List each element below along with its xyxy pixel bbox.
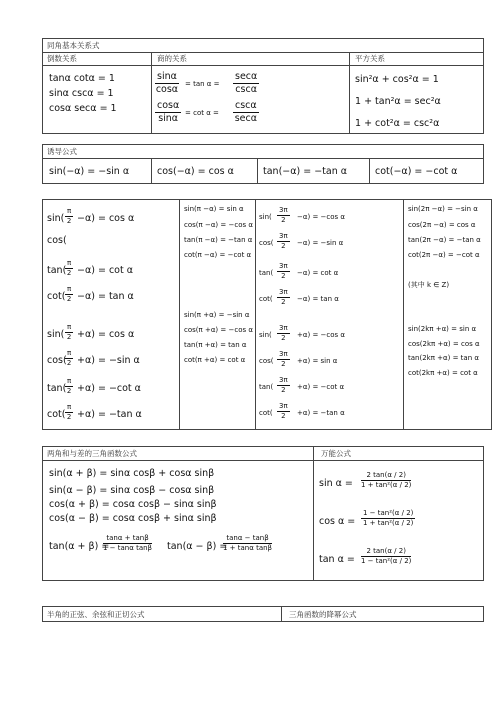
induction-formula-tail — [297, 358, 337, 365]
formula-result: ) = −tan α — [91, 409, 142, 420]
induction-formula: sin(2kπ +α) = sin α — [408, 325, 477, 333]
induction-formula — [259, 270, 273, 277]
function-name: cot( — [259, 409, 273, 417]
formula-result: ) = −sin α — [307, 239, 344, 247]
quotient-fraction — [233, 72, 259, 94]
fraction-numerator: 3π — [279, 262, 288, 270]
fraction-denominator: 2 — [281, 216, 286, 224]
induction-formula: cot(π −α) = −cot α — [184, 251, 252, 259]
sum-difference-formula: sin(α − β) = sinα cosβ − cosα sinβ — [49, 485, 215, 496]
reciprocal-identity: cosα secα = 1 — [49, 103, 117, 114]
induction-formula: cos(2π −α) = cos α — [408, 221, 476, 229]
quotient-fraction — [155, 72, 179, 94]
section-induction-grid — [42, 199, 492, 430]
induction-formula: tan(2π −α) = −tan α — [408, 236, 481, 244]
fraction-numerator: π — [67, 323, 72, 331]
negative-angle-formula: cos(−α) = cos α — [157, 166, 234, 177]
induction-formula — [259, 332, 272, 339]
angle-term: −α — [297, 213, 308, 221]
fraction-numerator: 3π — [279, 350, 288, 358]
divider — [43, 460, 483, 461]
induction-formula-tail — [297, 384, 344, 391]
pi-over-2 — [65, 208, 73, 225]
half-angle-title: 半角的正弦、余弦和正切公式 — [47, 610, 145, 619]
pi-over-2 — [65, 324, 73, 341]
fraction-denominator: 2 — [66, 333, 72, 341]
sum-difference-formula: cos(α − β) = cosα cosβ + sinα sinβ — [49, 513, 217, 524]
divider — [43, 65, 483, 66]
fraction-denominator: 2 — [281, 272, 286, 280]
induction-formula-tail — [297, 410, 345, 417]
induction-formula: tan(π −α) = −tan α — [184, 236, 253, 244]
three-pi-over-2 — [277, 263, 290, 280]
fraction-numerator: π — [67, 285, 72, 293]
induction-formula-tail — [77, 266, 133, 276]
fraction-denominator: 2 — [66, 413, 72, 421]
induction-formula-tail — [77, 214, 134, 224]
formula-result: ) = −cot α — [91, 383, 141, 394]
fraction-denominator: 1 + tan²(α / 2) — [363, 519, 414, 527]
pi-over-2 — [65, 378, 73, 395]
universal-lhs: tan α = — [319, 554, 355, 565]
universal-fraction — [361, 472, 411, 489]
angle-term: +α — [77, 329, 92, 340]
induction-formula-tail — [77, 384, 141, 394]
angle-term: +α — [297, 409, 308, 417]
divider — [403, 200, 404, 429]
section-identities — [42, 38, 484, 134]
universal-lhs: cos α = — [319, 516, 356, 527]
fraction-denominator: 2 — [66, 295, 72, 303]
fraction-numerator: 2 tan(α / 2) — [361, 548, 411, 557]
formula-result: ) = −cos α — [307, 213, 346, 221]
fraction-numerator: cosα — [157, 100, 180, 111]
square-identity: 1 + cot²α = csc²α — [355, 118, 440, 129]
quotient-middle: = tan α = — [185, 80, 220, 88]
divider — [369, 158, 370, 183]
sum-difference-formula: sin(α + β) = sinα cosβ + cosα sinβ — [49, 468, 215, 479]
induction-formula-tail — [297, 270, 338, 277]
fraction-numerator: 3π — [279, 288, 288, 296]
square-identity: sin²α + cos²α = 1 — [355, 74, 439, 85]
induction-formula: sin(π −α) = sin α — [184, 205, 244, 213]
section-identities-title: 同角基本关系式 — [47, 41, 100, 50]
induction-formula: cot(2π −α) = −cot α — [408, 251, 480, 259]
function-name: tan( — [259, 269, 274, 277]
fraction-denominator: 2 — [281, 334, 286, 342]
function-name: cos( — [47, 355, 67, 366]
fraction-numerator: tanα + tanβ — [103, 535, 152, 544]
negative-angle-formula: tan(−α) = −tan α — [263, 166, 348, 177]
induction-formula: cos(π +α) = −cos α — [184, 326, 253, 334]
header-reciprocal: 倒数关系 — [47, 54, 77, 63]
tan-sum-fraction — [103, 535, 152, 552]
universal-lhs: sin α = — [319, 478, 353, 489]
three-pi-over-2 — [277, 289, 290, 306]
section-sum-difference — [42, 446, 484, 581]
tan-difference-lhs: tan(α − β) = — [167, 541, 228, 552]
induction-formula — [47, 384, 66, 394]
divider — [313, 447, 314, 580]
function-name: cos( — [259, 357, 274, 365]
function-name: cos( — [259, 239, 274, 247]
angle-term: +α — [297, 383, 308, 391]
three-pi-over-2 — [277, 207, 290, 224]
induction-formula: tan(2kπ +α) = tan α — [408, 354, 479, 362]
fraction-denominator: 1 − tan²(α / 2) — [361, 557, 412, 565]
header-quotient: 商的关系 — [157, 54, 187, 63]
fraction-numerator: 3π — [279, 206, 288, 214]
angle-term: −α — [77, 291, 92, 302]
fraction-denominator: 2 — [66, 387, 72, 395]
induction-formula — [259, 410, 273, 417]
fraction-denominator: secα — [234, 112, 257, 124]
induction-formula: cos(2kπ +α) = cos α — [408, 340, 480, 348]
induction-formula-tail — [297, 332, 345, 339]
universal-fraction — [361, 548, 411, 565]
induction-formula: cot(2kπ +α) = cot α — [408, 369, 478, 377]
induction-formula-tail — [77, 330, 134, 340]
formula-result: ) = −sin α — [91, 355, 140, 366]
fraction-denominator: 2 — [66, 217, 72, 225]
negative-angle-formula: sin(−α) = −sin α — [49, 166, 130, 177]
fraction-denominator: 2 — [281, 412, 286, 420]
pi-over-2 — [65, 286, 73, 303]
induction-formula: cot(π +α) = cot α — [184, 356, 246, 364]
reciprocal-identity: tanα cotα = 1 — [49, 73, 115, 84]
angle-term: −α — [297, 239, 308, 247]
formula-result: ) = tan α — [91, 291, 134, 302]
tan-difference-fraction — [223, 535, 272, 552]
induction-formula: cos(π −α) = −cos α — [184, 221, 253, 229]
negative-angle-formula: cot(−α) = −cot α — [375, 166, 458, 177]
induction-formula — [47, 410, 65, 420]
induction-formula-tail — [297, 296, 339, 303]
induction-formula-tail — [297, 214, 345, 221]
three-pi-over-2 — [277, 377, 290, 394]
fraction-numerator: 3π — [279, 324, 288, 332]
three-pi-over-2 — [277, 233, 290, 250]
induction-formula — [47, 266, 66, 276]
three-pi-over-2 — [277, 351, 290, 368]
induction-formula — [47, 236, 67, 246]
induction-formula — [47, 356, 67, 366]
power-reduction-title: 三角函数的降幂公式 — [289, 610, 357, 619]
induction-formula: tan(π +α) = tan α — [184, 341, 247, 349]
induction-formula: sin(2π −α) = −sin α — [408, 205, 478, 213]
header-square: 平方关系 — [355, 54, 385, 63]
divider — [179, 200, 180, 429]
induction-formula: sin(π +α) = −sin α — [184, 311, 250, 319]
pi-over-2 — [65, 350, 73, 367]
formula-result: ) = cot α — [91, 265, 133, 276]
fraction-numerator: π — [67, 377, 72, 385]
fraction-denominator: 2 — [281, 360, 286, 368]
divider — [43, 52, 483, 53]
formula-result: ) = cos α — [91, 213, 135, 224]
divider — [151, 52, 152, 133]
fraction-numerator: π — [67, 207, 72, 215]
quotient-fraction — [155, 101, 181, 123]
function-name: cos( — [47, 235, 67, 246]
function-name: tan( — [47, 383, 67, 394]
fraction-numerator: secα — [235, 71, 258, 82]
formula-result: ) = −tan α — [307, 409, 345, 417]
fraction-numerator: 1 − tan²(α / 2) — [363, 509, 414, 517]
divider — [151, 158, 152, 183]
divider — [349, 52, 350, 133]
fraction-numerator: sinα — [157, 71, 177, 82]
formula-result: ) = −cos α — [307, 331, 346, 339]
induction-formula-tail — [77, 356, 140, 366]
divider — [43, 158, 483, 159]
fraction-numerator: tanα − tanβ — [223, 535, 272, 544]
induction-formula — [259, 214, 272, 221]
function-name: sin( — [259, 331, 272, 339]
angle-term: −α — [77, 265, 92, 276]
induction-formula-tail — [297, 240, 343, 247]
universal-title: 万能公式 — [321, 449, 351, 458]
formula-result: ) = cos α — [91, 329, 135, 340]
fraction-denominator: 1 + tan²(α / 2) — [361, 481, 412, 489]
angle-term: +α — [77, 409, 92, 420]
fraction-numerator: π — [67, 259, 72, 267]
quotient-fraction — [233, 101, 259, 123]
fraction-denominator: 2 — [281, 386, 286, 394]
pi-over-2 — [65, 404, 73, 421]
induction-formula — [259, 296, 273, 303]
fraction-numerator: π — [67, 349, 72, 357]
induction-formula-tail — [77, 410, 142, 420]
three-pi-over-2 — [277, 403, 290, 420]
section-half-angle — [42, 606, 484, 622]
integer-note: (其中 k ∈ Z) — [408, 281, 450, 289]
fraction-numerator: 3π — [279, 376, 288, 384]
fraction-denominator: 1 − tanα tanβ — [103, 544, 153, 552]
angle-term: +α — [297, 357, 308, 365]
universal-fraction — [361, 510, 415, 527]
angle-term: +α — [77, 355, 92, 366]
fraction-denominator: 2 — [66, 269, 72, 277]
section-induction-basic — [42, 144, 484, 184]
fraction-numerator: 3π — [279, 402, 288, 410]
function-name: sin( — [259, 213, 272, 221]
function-name: tan( — [47, 265, 67, 276]
angle-term: −α — [297, 269, 308, 277]
induction-formula — [47, 214, 64, 224]
induction-formula — [47, 292, 65, 302]
formula-result: ) = sin α — [307, 357, 338, 365]
fraction-numerator: π — [67, 403, 72, 411]
reciprocal-identity: sinα cscα = 1 — [49, 88, 114, 99]
fraction-denominator: 2 — [66, 359, 72, 367]
fraction-denominator: 2 — [281, 298, 286, 306]
fraction-denominator: 2 — [281, 242, 286, 250]
induction-formula — [259, 240, 274, 247]
sum-difference-formula: cos(α + β) = cosα cosβ − sinα sinβ — [49, 499, 217, 510]
induction-formula-tail — [77, 292, 134, 302]
fraction-numerator: cscα — [235, 100, 257, 111]
function-name: sin( — [47, 213, 65, 224]
function-name: sin( — [47, 329, 65, 340]
fraction-denominator: cosα — [155, 83, 179, 95]
fraction-numerator: 3π — [279, 232, 288, 240]
three-pi-over-2 — [277, 325, 290, 342]
section-induction-title: 诱导公式 — [47, 147, 77, 156]
square-identity: 1 + tan²α = sec²α — [355, 96, 441, 107]
sum-difference-title: 两角和与差的三角函数公式 — [47, 449, 137, 458]
angle-term: −α — [77, 213, 92, 224]
tan-sum-lhs: tan(α + β) = — [49, 541, 110, 552]
fraction-denominator: cscα — [235, 83, 257, 95]
fraction-denominator: sinα — [158, 112, 179, 124]
formula-result: ) = cot α — [307, 269, 339, 277]
formula-result: ) = tan α — [307, 295, 339, 303]
function-name: cot( — [47, 291, 66, 302]
function-name: cot( — [47, 409, 66, 420]
pi-over-2 — [65, 260, 73, 277]
fraction-numerator: 2 tan(α / 2) — [361, 472, 411, 481]
angle-term: +α — [77, 383, 92, 394]
function-name: tan( — [259, 383, 274, 391]
formula-result: ) = −cot α — [307, 383, 345, 391]
quotient-middle: = cot α = — [185, 109, 219, 117]
fraction-denominator: 1 + tanα tanβ — [223, 544, 273, 552]
function-name: cot( — [259, 295, 273, 303]
induction-formula — [259, 358, 274, 365]
induction-formula — [47, 330, 64, 340]
angle-term: −α — [297, 295, 308, 303]
divider — [281, 607, 282, 621]
divider — [255, 200, 256, 429]
angle-term: +α — [297, 331, 308, 339]
induction-formula — [259, 384, 273, 391]
divider — [257, 158, 258, 183]
